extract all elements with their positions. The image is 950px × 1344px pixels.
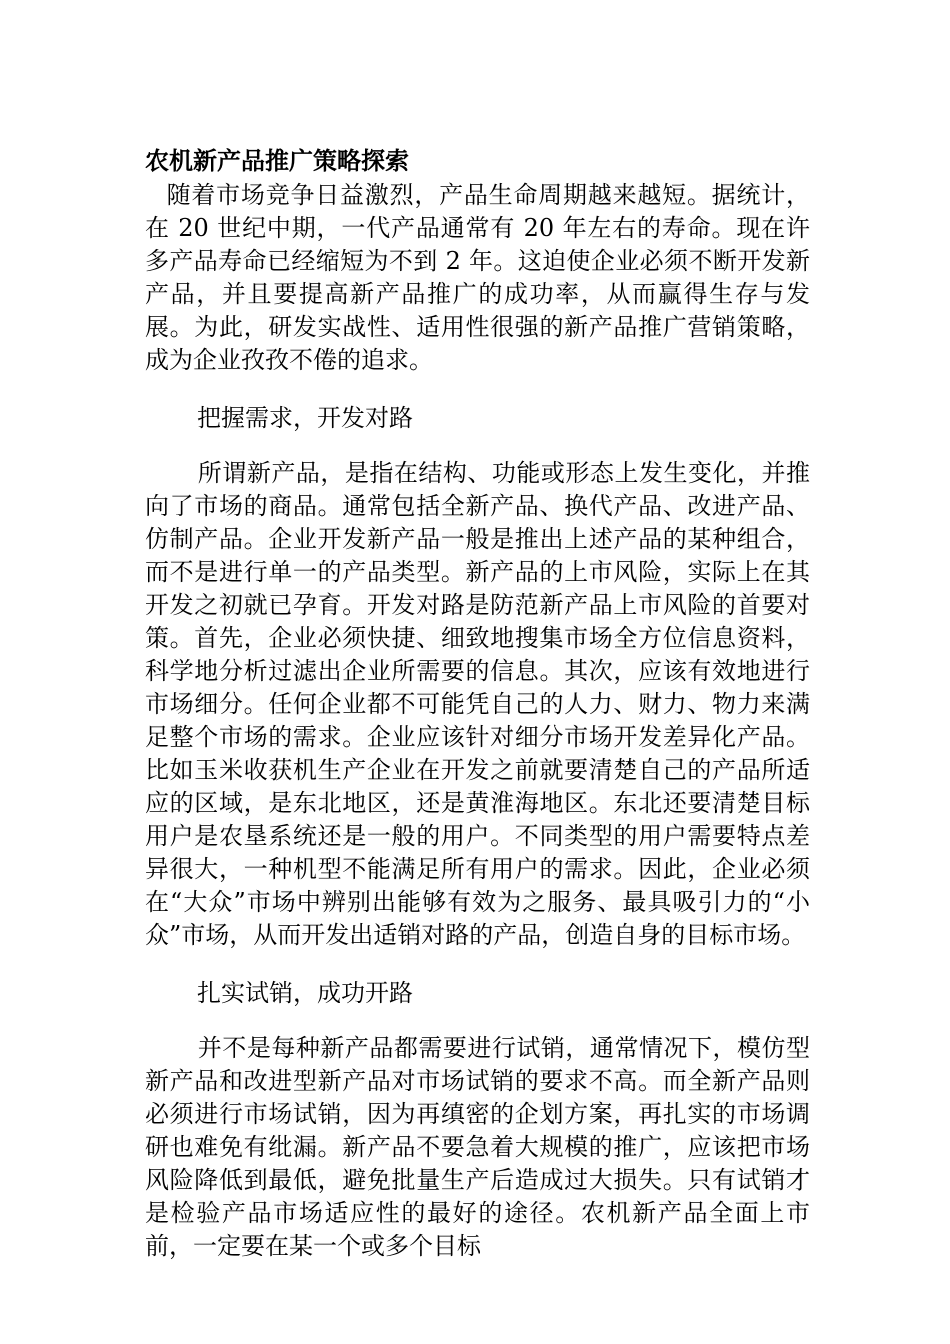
- intro-paragraph: 随着市场竞争日益激烈，产品生命周期越来越短。据统计，在 20 世纪中期，一代产品通常有 20 年左右的寿命。现在许多产品寿命已经缩短为不到 2 年。这迫使企业必须不断开发新产品，并且要提高新产品推广的成功率，从而赢得生存与发展。为此，研发实战性、适用性很强的新产品推广营销策略，成为企业孜孜不倦的追求。: [145, 181, 810, 374]
- spacer: [145, 377, 810, 402]
- spacer: [145, 1010, 810, 1032]
- document-title: 农机新产品推广策略探索: [145, 146, 409, 175]
- document-page: [145, 143, 810, 1263]
- section-body-2: 并不是每种新产品都需要进行试销，通常情况下，模仿型新产品和改进型新产品对市场试销的要求不高。而全新产品则必须进行市场试销，因为再缜密的企划方案，再扎实的市场调研也难免有纰漏。新产品不要急着大规模的推广，应该把市场风险降低到最低，避免批量生产后造成过大损失。只有试销才是检验产品市场适应性的最好的途径。农机新产品全面上市前，一定要在某一个或多个目标: [145, 1034, 810, 1260]
- section-body-1: 所谓新产品，是指在结构、功能或形态上发生变化，并推向了市场的商品。通常包括全新产品、换代产品、改进产品、仿制产品。企业开发新产品一般是推出上述产品的某种组合，而不是进行单一的产品类型。新产品的上市风险，实际上在其开发之初就已孕育。开发对路是防范新产品上市风险的首要对策。首先，企业必须快捷、细致地搜集市场全方位信息资料，科学地分析过滤出企业所需要的信息。其次，应该有效地进行市场细分。任何企业都不可能凭自己的人力、财力、物力来满足整个市场的需求。企业应该针对细分市场开发差异化产品。比如玉米收获机生产企业在开发之前就要清楚自己的产品所适应的区域，是东北地区，还是黄淮海地区。东北还要清楚目标用户是农垦系统还是一般的用户。不同类型的用户需要特点差异很大，一种机型不能满足所有用户的需求。因此，企业必须在“大众”市场中辨别出能够有效为之服务、最具吸引力的“小众”市场，从而开发出适销对路的产品，创造自身的目标市场。: [145, 459, 810, 949]
- section-heading-1: 把握需求，开发对路: [197, 404, 413, 432]
- spacer: [145, 435, 810, 457]
- spacer: [145, 952, 810, 977]
- section-heading-2: 扎实试销，成功开路: [197, 979, 413, 1007]
